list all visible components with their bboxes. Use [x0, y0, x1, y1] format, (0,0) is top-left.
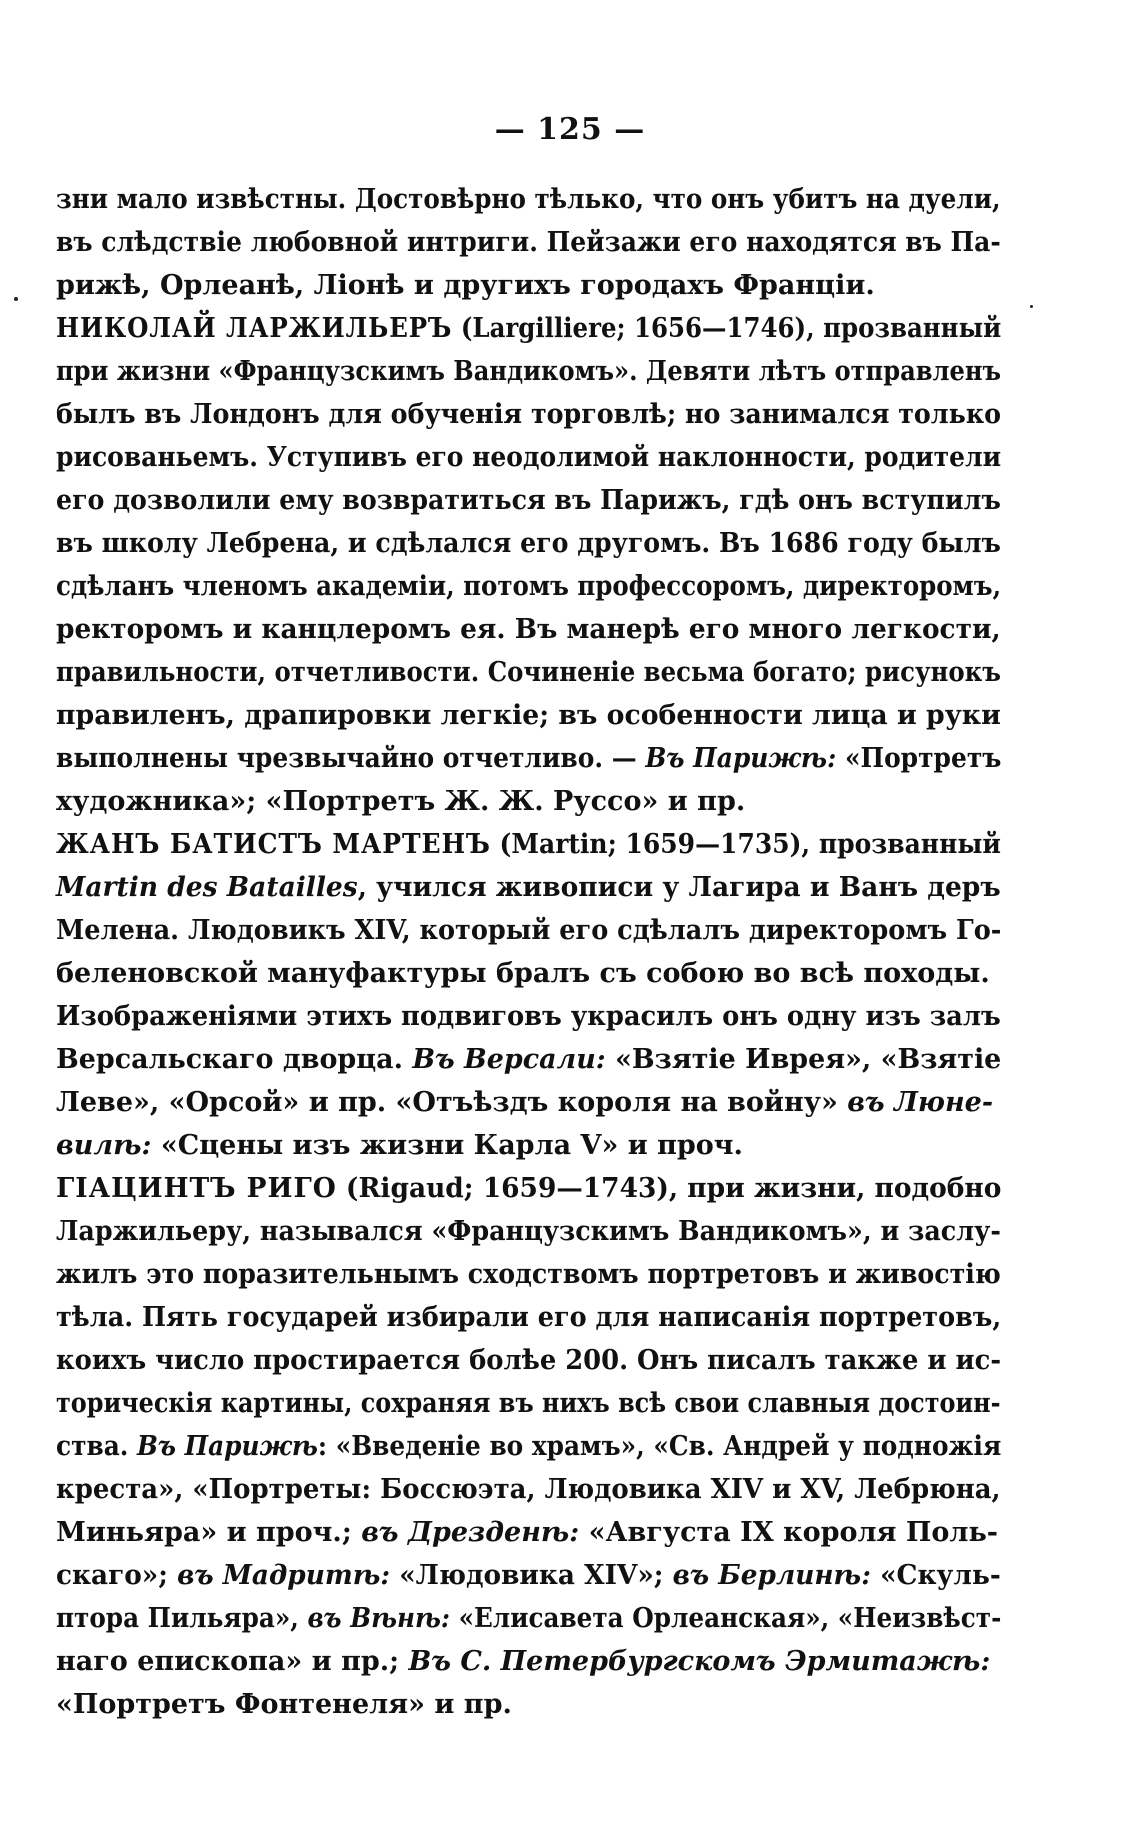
text-segment: «Сцены изъ жизни Карла V» и проч. [151, 1130, 743, 1161]
text-segment: Изображеніями этихъ подвиговъ украсилъ онъ одну изъ залъ [56, 1001, 1001, 1032]
text-segment: тѣла. Пять государей избирали его для написанія портретовъ, [56, 1302, 1002, 1333]
text-segment: при жизни «Французскимъ Вандикомъ». Девяти лѣтъ отправленъ [56, 356, 1002, 387]
text-line [56, 264, 1001, 307]
text-segment: : «Введеніе во храмъ», «Св. Андрей у подножія [317, 1431, 1002, 1462]
text-line [56, 178, 1001, 221]
text-line [56, 479, 1001, 522]
text-segment: (Martin; 1659—1735), прозванный [490, 829, 1001, 860]
text-line [56, 1339, 1002, 1382]
text-segment: выполнены чрезвычайно отчетливо. — [56, 743, 646, 774]
italic-text: Въ Парижѣ [137, 1431, 318, 1462]
text-segment: жилъ это поразительнымъ сходствомъ портретовъ и живостію [56, 1259, 1001, 1290]
text-segment: креста», «Портреты: Боссюэта, Людовика XIV и XV, Лебрюна, [56, 1474, 1001, 1505]
text-segment: въ слѣдствіе любовной интриги. Пейзажи его находятся въ Па- [56, 227, 1001, 258]
text-segment: былъ въ Лондонъ для обученія торговлѣ; но занимался только [56, 399, 1001, 430]
text-line [56, 1511, 1001, 1554]
text-line [56, 1210, 1001, 1253]
text-line [56, 1253, 1001, 1296]
text-segment: (Rigaud; 1659—1743), при жизни, подобно [336, 1173, 1002, 1204]
text-segment: наго епископа» и пр.; [56, 1646, 409, 1677]
text-line [56, 1124, 1001, 1167]
text-segment: въ школу Лебрена, и сдѣлался его другомъ. Въ 1686 году былъ [56, 528, 1001, 559]
text-line [56, 608, 1001, 651]
text-segment: Леве», «Орсой» и пр. «Отъѣздъ короля на войну» [56, 1087, 848, 1118]
text-line [56, 436, 1002, 479]
text-line [56, 1640, 1001, 1683]
text-segment: Миньяра» и проч.; [56, 1517, 362, 1548]
text-segment: «Августа IX короля Поль- [579, 1517, 998, 1548]
text-line [56, 1468, 1001, 1511]
italic-text: въ Вѣнѣ: [307, 1603, 450, 1634]
text-segment: ректоромъ и канцлеромъ ея. Въ манерѣ его много легкости, [56, 614, 1001, 645]
text-line [56, 651, 1001, 694]
text-line [56, 909, 1002, 952]
text-segment: «Елисавета Орлеанская», «Неизвѣст- [449, 1603, 1002, 1634]
text-line [56, 350, 1002, 393]
text-segment: «Скуль- [870, 1560, 1001, 1591]
text-line [56, 1296, 1002, 1339]
text-segment: художника»; «Портретъ Ж. Ж. Руссо» и пр. [56, 786, 746, 817]
text-segment: его дозволили ему возвратиться въ Парижъ, гдѣ онъ вступилъ [56, 485, 1001, 516]
text-segment: беленовской мануфактуры бралъ съ собою во всѣ походы. [56, 958, 990, 989]
text-segment: , учился живописи у Лагира и Ванъ деръ [357, 872, 1001, 903]
italic-text: Martin des Batailles [56, 872, 358, 903]
page-number: — 125 — [494, 112, 646, 147]
text-segment: правиленъ, драпировки легкіе; въ особенности лица и руки [56, 700, 1001, 731]
text-line [56, 221, 1001, 264]
text-line [56, 780, 1001, 823]
text-line [56, 1167, 1002, 1210]
text-line [56, 1382, 1001, 1425]
text-segment: правильности, отчетливости. Сочиненіе весьма богато; рисунокъ [56, 657, 1001, 688]
text-line [56, 823, 1001, 866]
text-segment: скаго»; [56, 1560, 178, 1591]
text-segment: сдѣланъ членомъ академіи, потомъ профессоромъ, директоромъ, [56, 571, 1002, 602]
text-line [56, 694, 1001, 737]
italic-text: Въ Парижѣ: [645, 743, 837, 774]
text-segment: ства. [56, 1431, 138, 1462]
italic-text: Въ Версали: [412, 1044, 606, 1075]
artist-name: ГІАЦИНТЪ РИГО [56, 1173, 337, 1204]
text-segment: «Взятіе Иврея», «Взятіе [605, 1044, 1002, 1075]
text-segment: коихъ число простирается болѣе 200. Онъ писалъ также и ис- [56, 1345, 1002, 1376]
italic-text: въ Берлинѣ: [672, 1560, 871, 1591]
text-line [56, 1683, 1001, 1726]
text-line [56, 1425, 1002, 1468]
italic-text: въ Мадритѣ: [177, 1560, 391, 1591]
text-segment: зни мало извѣстны. Достовѣрно тѣлько, что онъ убитъ на дуели, [56, 184, 1001, 215]
italic-text: въ Люне- [847, 1087, 994, 1118]
italic-text: въ Дрезденѣ: [361, 1517, 580, 1548]
text-line [56, 737, 1002, 780]
italic-text: вилѣ: [56, 1130, 152, 1161]
margin-speck [1030, 305, 1033, 308]
text-line [56, 393, 1001, 436]
text-segment: Ларжильеру, назывался «Французскимъ Вандикомъ», и заслу- [56, 1216, 1001, 1247]
text-line [56, 1081, 1001, 1124]
margin-speck [14, 297, 18, 301]
text-line [56, 1597, 1002, 1640]
text-segment: (Largilliere; 1656—1746), прозванный [452, 313, 1002, 344]
text-segment: рисованьемъ. Уступивъ его неодолимой наклонности, родители [56, 442, 1002, 473]
text-line [56, 565, 1002, 608]
artist-name: ЖАНЪ БАТИСТЪ МАРТЕНЪ [56, 829, 491, 860]
text-segment: рижѣ, Орлеанѣ, Ліонѣ и другихъ городахъ Франціи. [56, 270, 875, 301]
body-text [56, 178, 1001, 1726]
text-line [56, 522, 1001, 565]
text-line [56, 995, 1001, 1038]
text-line [56, 307, 1002, 350]
text-line [56, 1554, 1001, 1597]
text-segment: Версальскаго дворца. [56, 1044, 413, 1075]
text-segment: Мелена. Людовикъ XIV, который его сдѣлалъ директоромъ Го- [56, 915, 1002, 946]
text-segment: торическія картины, сохраняя въ нихъ всѣ свои славныя достоин- [56, 1388, 1001, 1419]
text-segment: «Портретъ Фонтенеля» и пр. [56, 1689, 512, 1720]
text-segment: птора Пильяра», [56, 1603, 308, 1634]
text-segment: «Людовика XIV»; [390, 1560, 673, 1591]
artist-name: НИКОЛАЙ ЛАРЖИЛЬЕРЪ [56, 313, 453, 344]
text-line [56, 1038, 1002, 1081]
text-line [56, 866, 1001, 909]
italic-text: Въ С. Петербургскомъ Эрмитажѣ: [408, 1646, 991, 1677]
text-line [56, 952, 1001, 995]
text-segment: «Портретъ [836, 743, 1002, 774]
